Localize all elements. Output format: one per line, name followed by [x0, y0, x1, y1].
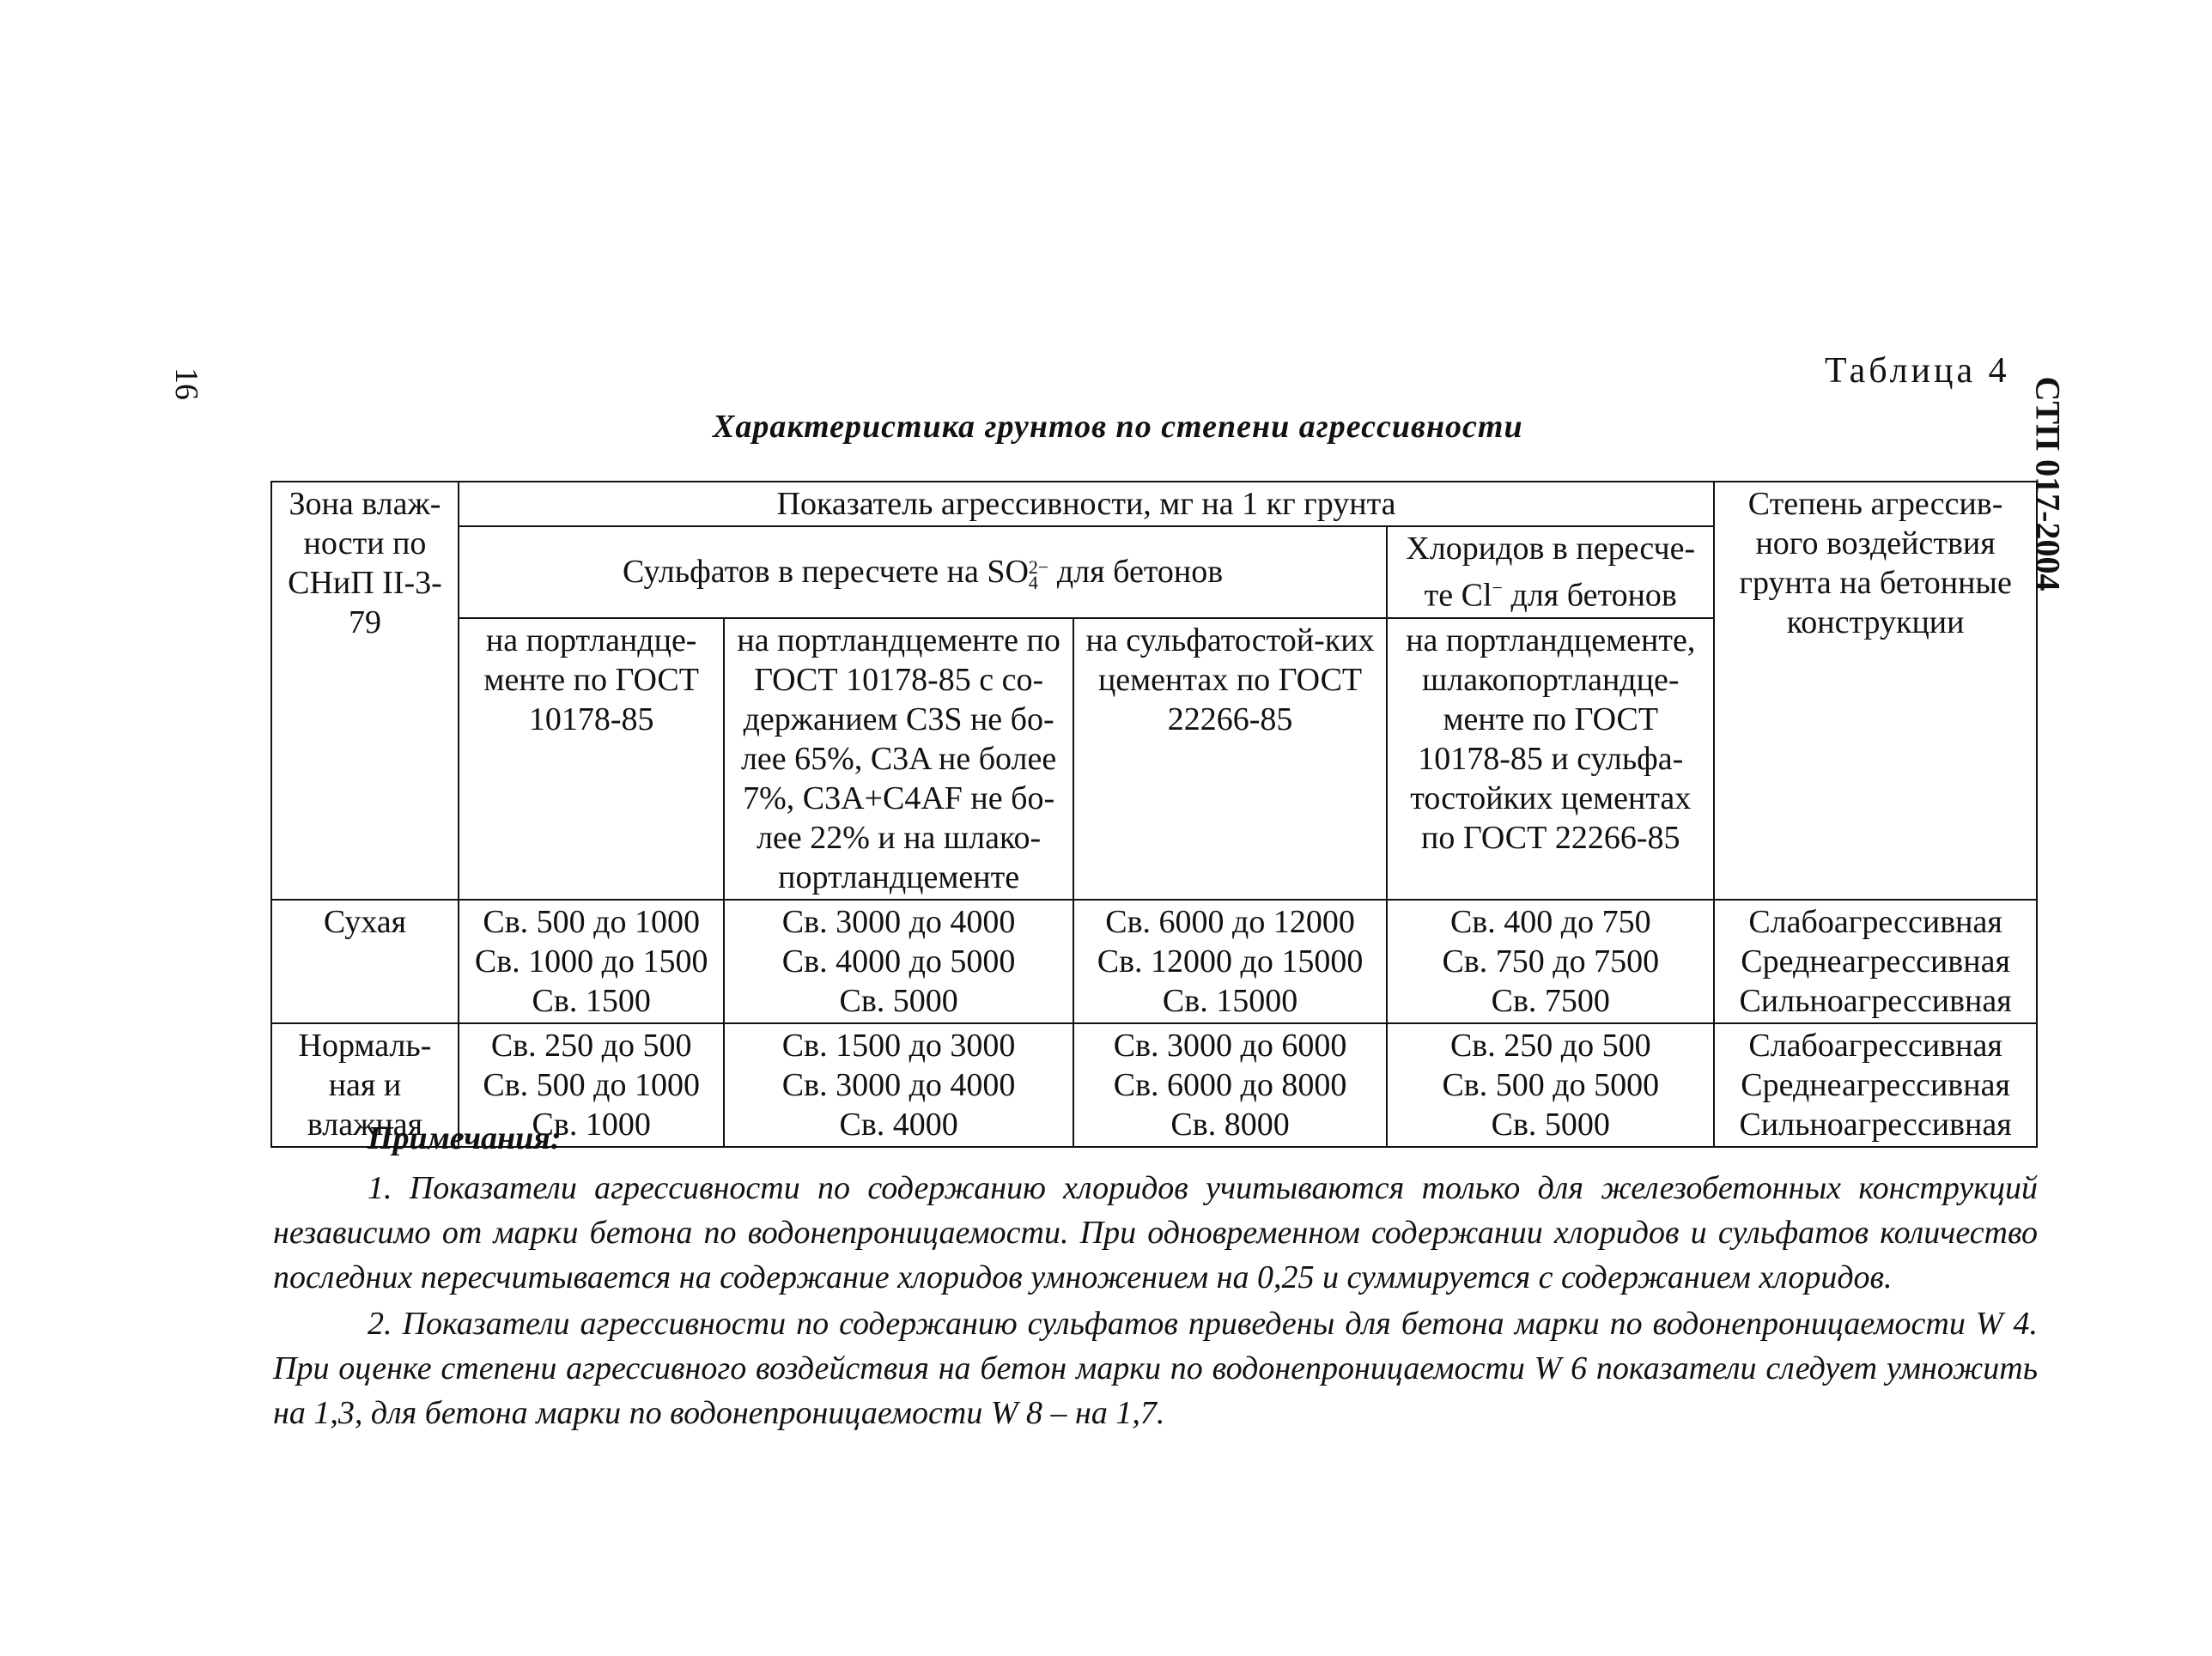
value: Св. 750 до 7500 [1442, 943, 1660, 980]
zone-cell: Сухая [271, 900, 459, 1023]
header-row-1 [271, 482, 2037, 526]
value: Св. 5000 [1491, 1106, 1610, 1143]
value: Св. 5000 [839, 982, 958, 1019]
value: Св. 4000 [839, 1106, 958, 1143]
chlorides-sup: − [1492, 577, 1503, 598]
value: Св. 500 до 5000 [1442, 1066, 1660, 1103]
header-col4: на портландцементе, шлакопортландце-менте по ГОСТ 10178-85 и сульфа-тостойких цементах по ГОСТ 22266-85 [1387, 618, 1714, 900]
value: Св. 1000 до 1500 [474, 943, 708, 980]
value: Св. 12000 до 15000 [1097, 943, 1364, 980]
value: Св. 250 до 500 [1449, 1027, 1651, 1064]
aggressiveness-table [270, 481, 2038, 1148]
chlorides-tail: для бетонов [1502, 577, 1677, 614]
header-col2: на портландцементе по ГОСТ 10178-85 с со-держанием C3S не бо-лее 65%, C3A не более 7%, C3A+C4AF не бо-лее 22% и на шлако-портландцементе [724, 618, 1073, 900]
header-col3: на сульфатостой-ких цементах по ГОСТ 22266-85 [1073, 618, 1388, 900]
value: Св. 3000 до 6000 [1113, 1027, 1347, 1064]
header-col1: на портландце-менте по ГОСТ 10178-85 [459, 618, 725, 900]
value: Св. 7500 [1491, 982, 1610, 1019]
value: Св. 1500 до 3000 [781, 1027, 1016, 1064]
value: Св. 15000 [1162, 982, 1298, 1019]
sulfates-sup: 2− [1028, 555, 1049, 578]
table-label: Таблица 4 [1825, 351, 2010, 391]
header-zone: Зона влаж-ности по СНиП II-3-79 [271, 482, 459, 900]
header-chlorides [1387, 526, 1714, 618]
page-number: 16 [168, 367, 204, 400]
value: Св. 400 до 750 [1449, 903, 1651, 940]
chlorides-text: Хлоридов в пересче-те Cl [1406, 531, 1696, 614]
sulfates-sub: 4 [1028, 571, 1038, 593]
notes-heading: Примечания: [368, 1120, 562, 1156]
value: Св. 500 до 1000 [483, 903, 700, 940]
degree-cell [1714, 900, 2037, 1023]
table-row-dry [271, 900, 2037, 1023]
value: Слабоагрессивная [1748, 903, 2002, 940]
header-indicator: Показатель агрессивности, мг на 1 кг грунта [459, 482, 1714, 526]
value: Среднеагрессивная [1741, 943, 2010, 980]
value: Св. 3000 до 4000 [781, 1066, 1016, 1103]
header-degree: Степень агрессив-ного воздействия грунта на бетонные конструкции [1714, 482, 2037, 900]
value: Св. 4000 до 5000 [781, 943, 1016, 980]
c2-cell [724, 900, 1073, 1023]
value: Слабоагрессивная [1748, 1027, 2002, 1064]
value: Св. 250 до 500 [490, 1027, 692, 1064]
value: Сильноагрессивная [1739, 1106, 2012, 1143]
value: Св. 1000 [532, 1106, 651, 1143]
value: Св. 6000 до 8000 [1113, 1066, 1347, 1103]
c3-cell [1073, 900, 1388, 1023]
value: Сильноагрессивная [1739, 982, 2012, 1019]
value: Св. 6000 до 12000 [1105, 903, 1355, 940]
header-sulfates [459, 526, 1387, 618]
note-1: 1. Показатели агрессивности по содержанию хлоридов учитываются только для железобетонных конструкций независимо от марки бетона по водонепроницаемости. При одновременном содержании хлоридов и сульфатов количество последних пересчитывается на содержание хлоридов умножением на 0,25 и суммируется с содержанием хлоридов. [273, 1170, 2038, 1295]
value: Среднеагрессивная [1741, 1066, 2010, 1103]
c4-cell [1387, 900, 1714, 1023]
value: Св. 1500 [532, 982, 651, 1019]
table-title: Характеристика грунтов по степени агрессивности [713, 409, 1523, 445]
sulfates-tail: для бетонов [1048, 554, 1224, 591]
zone-cell: Нормаль-ная и влажная [271, 1023, 459, 1147]
sulfates-text: Сульфатов в пересчете на SO [623, 554, 1029, 591]
notes-section [273, 1116, 2038, 1437]
document-code: СТП 017-2004 [2028, 376, 2068, 591]
note-2: 2. Показатели агрессивности по содержанию сульфатов приведены для бетона марки по водонепроницаемости W 4. При оценке степени агрессивного воздействия на бетон марки по водонепроницаемости W 6 показатели следует умножить на 1,3, для бетона марки по водонепроницаемости W 8 – на 1,7. [273, 1306, 2038, 1431]
value: Св. 8000 [1170, 1106, 1290, 1143]
value: Св. 3000 до 4000 [781, 903, 1016, 940]
value: Св. 500 до 1000 [483, 1066, 700, 1103]
c1-cell [459, 900, 725, 1023]
